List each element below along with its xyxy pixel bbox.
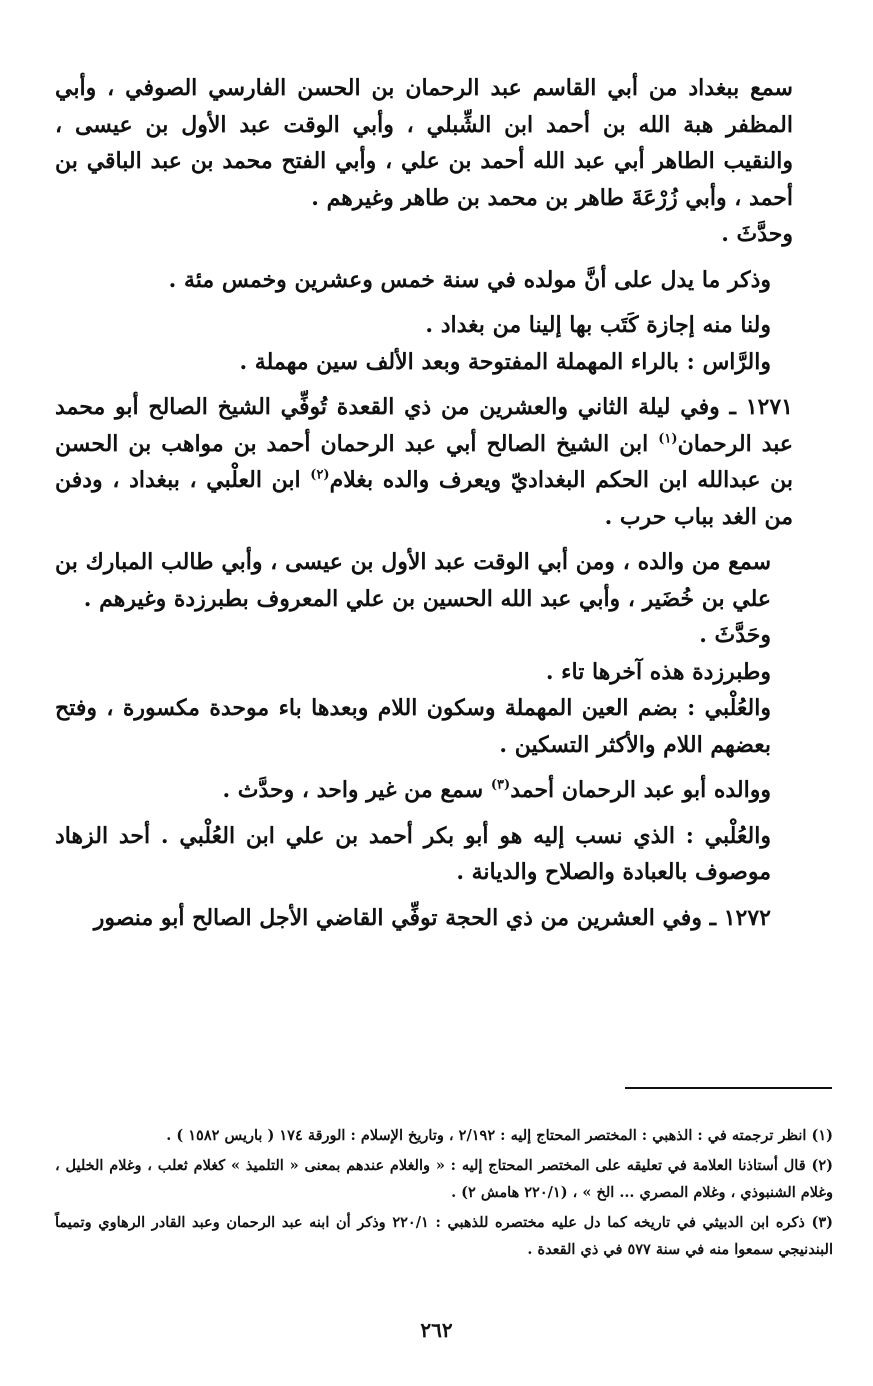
paragraph-birth: وذكر ما يدل على أنَّ مولده في سنة خمس وعشرين وخمس مئة . <box>168 266 771 293</box>
paragraph-teachers: سمع ببغداد من أبي القاسم عبد الرحمان بن الحسن الفارسي الصوفي ، وأبي المظفر هبة الله بن أحمد ابن الشِّبلي ، وأبي الوقت عبد الأول بن عيسى ، والنقيب الطاهر أبي عبد الله أحمد بن علي ، وأبي الفتح محمد بن عبد الباقي بن أحمد ، وأبي زُرْعَةَ طاهر بن محمد بن طاهر وغيرهم . <box>55 75 793 211</box>
paragraph-heard-from: سمع من والده ، ومن أبي الوقت عبد الأول بن عيسى ، وأبي طالب المبارك بن علي بن خُضَير ، وأبي عبد الله الحسين بن علي المعروف بطبرزدة وغيرهم . <box>55 549 771 612</box>
paragraph-tabarzada: وطبرزدة هذه آخرها تاء . <box>545 658 771 685</box>
paragraph-ijaza: ولنا منه إجازة كَتَب بها إلينا من بغداد . <box>425 312 771 338</box>
paragraph-haddatha-2: وحَدَّثَ . <box>699 622 771 648</box>
entry-text: ـ وفي ليلة الثاني والعشرين من ذي القعدة تُوفِّي الشيخ الصالح أبو محمد عبد الرحمان <box>55 394 793 457</box>
footnote-2: (٢) قال أستاذنا العلامة في تعليقه على المختصر المحتاج إليه : « والغلام عندهم بمعنى « التلميذ » كغلام ثعلب ، وغلام الخليل ، وغلام الشنبوذي ، وغلام المصري ... الخ » ، (٢٢٠/١ هامش ٢) . <box>55 1157 833 1201</box>
entry-1272 <box>55 900 793 937</box>
footnote-1: (١) انظر ترجمته في : الذهبي : المختصر المحتاج إليه : ٢/١٩٢ ، وتاريخ الإسلام : الورقة ١٧٤ ( باريس ١٥٨٢ ) . <box>166 1127 833 1144</box>
paragraph-father <box>55 772 793 809</box>
paragraph-ulbi-nisba: والعُلْبي : الذي نسب إليه هو أبو بكر أحمد بن علي ابن العُلْبي . أحد الزهاد موصوف بالعبادة والصلاح والديانة . <box>55 822 771 885</box>
entry-number: ١٢٧١ <box>745 394 793 420</box>
father-text: ووالده أبو عبد الرحمان أحمد <box>510 777 771 803</box>
father-text: سمع من غير واحد ، وحدَّث . <box>222 777 484 803</box>
entry-text: ابن الشيخ الصالح أبي عبد الرحمان أحمد بن مواهب بن الحسن بن عبدالله ابن الحكم البغداديّ ويعرف والده بغلام <box>55 430 794 493</box>
footnote-ref: (١) <box>658 431 678 447</box>
entry-number: ١٢٧٢ <box>723 904 771 931</box>
paragraph-ras-note: والرَّاس : بالراء المهملة المفتوحة وبعد الألف سين مهملة . <box>239 348 771 375</box>
footnote-ref: (٣) <box>490 777 511 793</box>
footnote-ref: (٢) <box>310 467 330 483</box>
footnotes <box>55 1122 833 1266</box>
paragraph-haddatha: وحدَّثَ . <box>721 221 793 247</box>
entry-text: ـ وفي العشرين من ذي الحجة توفِّي القاضي الأجل الصالح أبو منصور <box>93 904 717 931</box>
footnote-divider <box>625 1087 832 1089</box>
footnote-3: (٣) ذكره ابن الدبيثي في تاريخه كما دل عليه مختصره للذهبي : ٢٢٠/١ وذكر أن ابنه عبد الرحمان وعبد القادر الرهاوي وتميماً البندنيجي سمعوا منه في سنة ٥٧٧ في ذي القعدة . <box>55 1214 833 1258</box>
paragraph-ulbi-spelling: والعُلْبي : بضم العين المهملة وسكون اللام وبعدها باء موحدة مكسورة ، وفتح بعضهم اللام والأكثر التسكين . <box>55 695 771 758</box>
entry-text: ابن العلْبي ، ببغداد ، ودفن من الغد بباب حرب . <box>55 467 793 530</box>
page-number: ٢٦٢ <box>420 1318 453 1342</box>
main-text <box>55 70 793 936</box>
entry-1271 <box>55 389 793 535</box>
